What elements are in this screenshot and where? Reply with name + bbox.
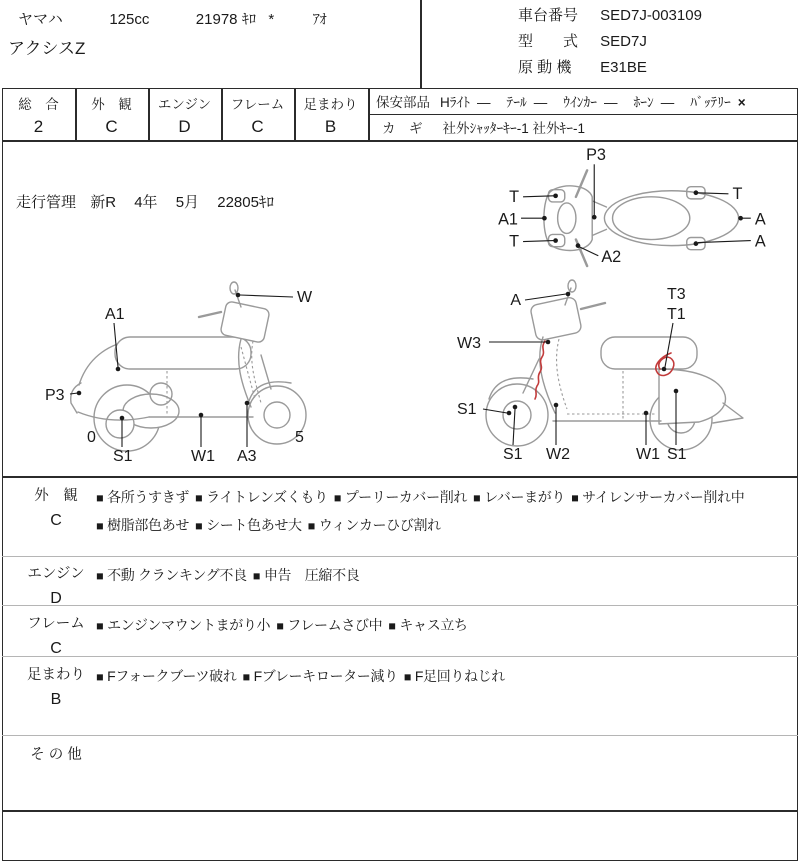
defect-item: ■ 各所うすきず: [96, 489, 190, 505]
label-s1-rear: S1: [113, 448, 133, 465]
label-w2: W2: [546, 446, 570, 463]
model-code-label: 型 式: [518, 33, 579, 50]
mileage-odometer: 22805ｷﾛ: [217, 194, 274, 211]
label-a: A: [510, 292, 521, 309]
safety-status-tail: —: [533, 95, 548, 110]
label-p3: P3: [586, 146, 606, 165]
safety-status-battery: ×: [737, 95, 746, 110]
safety-parts-box: [368, 88, 798, 140]
chassis-row: [518, 7, 702, 26]
grade-label-engine: エンジン: [157, 97, 212, 112]
defect-item: ■ プーリーカバー削れ: [333, 489, 468, 505]
defect-bullet: ■: [96, 619, 104, 633]
grade-cell-engine: [148, 88, 221, 140]
section-label-frame: フレーム C: [14, 612, 98, 658]
model-code-value: SED7J: [600, 33, 647, 50]
defect-item: ■ レバーまがり: [473, 489, 566, 505]
defect-item: ■ ウィンカーひび割れ: [307, 517, 441, 533]
defect-bullet: ■: [473, 491, 481, 505]
defect-bullet: ■: [96, 491, 104, 505]
safety-parts-row: [368, 88, 798, 114]
label-w1: W1: [636, 446, 660, 463]
maker-text: ヤマハ: [18, 11, 63, 28]
defect-item: ■ 不動 クランキング不良: [96, 567, 247, 583]
section-label-exterior: 外 観 C: [14, 484, 98, 530]
grade-cell-undercarriage: [294, 88, 367, 140]
divider: [2, 605, 798, 606]
safety-item-winker: ｳｲﾝｶｰ —: [563, 95, 618, 110]
grade-value-overall: 2: [33, 117, 44, 136]
grade-value-engine: D: [178, 117, 191, 136]
mileage-management-line: [16, 194, 288, 213]
key-label: カ ギ: [382, 121, 423, 136]
defect-bullet: ■: [388, 619, 396, 633]
scooter-right-outline: [486, 280, 743, 450]
color-text: ｱｵ: [312, 11, 327, 27]
top-view-labels: [498, 146, 766, 266]
divider: [2, 656, 798, 657]
defect-item: ■ Fブレーキローター減り: [242, 668, 398, 684]
grade-label-overall: 総 合: [18, 97, 59, 112]
grade-label-undercarriage: 足まわり: [303, 97, 358, 112]
label-w: W: [297, 289, 313, 306]
label-s1-rear: S1: [667, 446, 687, 463]
section-items-frame: [96, 612, 798, 640]
label-a1: A1: [498, 210, 518, 229]
divider: [2, 140, 798, 142]
label-t1: T1: [667, 306, 686, 323]
scooter-top-outline: [544, 170, 739, 266]
chassis-label: 車台番号: [518, 7, 579, 24]
divider: [2, 556, 798, 557]
label-zero: 0: [87, 429, 96, 446]
section-items-exterior: [96, 484, 798, 540]
grade-cell-exterior: [75, 88, 148, 140]
label-a3: A3: [237, 448, 257, 465]
safety-status-horn: —: [660, 95, 675, 110]
section-label-engine: エンジン D: [14, 562, 98, 608]
defect-item: ■ フレームさび中: [276, 617, 383, 633]
defect-bullet: ■: [252, 569, 261, 583]
section-label-other: そ の 他: [30, 747, 82, 763]
section-grade-frame: C: [50, 640, 62, 657]
safety-status-headlight: —: [477, 95, 491, 110]
grade-value-frame: C: [251, 117, 264, 136]
defect-item: ■ サイレンサーカバー削れ中: [571, 489, 745, 505]
grade-value-undercarriage: B: [324, 117, 337, 136]
mileage-text: 21978: [195, 11, 238, 28]
grade-label-frame: フレーム: [230, 97, 285, 112]
defect-item: ■ キャス立ち: [388, 617, 468, 633]
label-s1-front-wheel: S1: [457, 401, 477, 418]
header-vehicle-line: [18, 9, 327, 30]
grade-value-exterior: C: [105, 117, 118, 136]
section-items-undercarriage: [96, 663, 798, 691]
defect-bullet: ■: [195, 519, 203, 533]
mileage-month: 5月: [175, 194, 200, 211]
label-t-front-upper: T: [509, 187, 519, 206]
defect-bullet: ■: [242, 670, 251, 684]
defect-bullet: ■: [96, 519, 104, 533]
engine-value: E31BE: [600, 59, 647, 76]
defect-bullet: ■: [571, 491, 579, 505]
mileage-year: 4年: [134, 194, 158, 211]
safety-status-winker: —: [604, 95, 618, 110]
mileage-star: *: [268, 11, 275, 28]
label-w1: W1: [191, 448, 215, 465]
defect-bullet: ■: [96, 670, 104, 684]
key-value: 社外ｼｬｯﾀｰｷｰ-1 社外ｷｰ-1: [442, 121, 586, 136]
label-s1-front-lower: S1: [503, 446, 523, 463]
header-divider: [420, 0, 422, 88]
defect-item: ■ ライトレンズくもり: [195, 489, 328, 505]
key-row: [368, 114, 798, 140]
defect-item: ■ 樹脂部色あせ: [96, 517, 190, 533]
defect-bullet: ■: [403, 670, 412, 684]
defect-item: ■ F足回りねじれ: [403, 668, 505, 684]
mileage-management-label: 走行管理: [16, 194, 77, 211]
safety-item-battery: ﾊﾞｯﾃﾘｰ ×: [690, 95, 746, 110]
label-t-front-lower: T: [509, 232, 519, 251]
left-view-diagram: [45, 281, 325, 466]
label-a-rear-mid: A: [754, 210, 766, 229]
label-w3: W3: [457, 335, 481, 352]
mileage-unit: ｷﾛ: [241, 11, 256, 27]
divider: [2, 476, 798, 478]
bottom-strip: [2, 812, 798, 861]
grade-cell-frame: [221, 88, 294, 140]
defect-bullet: ■: [307, 519, 316, 533]
defect-bullet: ■: [96, 569, 104, 583]
label-five: 5: [295, 429, 304, 446]
defect-item: ■ シート色あせ大: [195, 517, 302, 533]
model-code-row: [518, 33, 647, 52]
chassis-value: SED7J-003109: [600, 7, 702, 24]
section-grade-exterior: C: [50, 512, 62, 529]
top-view-diagram: [488, 146, 794, 268]
section-grade-engine: D: [50, 590, 62, 607]
defect-item: ■ 申告 圧縮不良: [252, 567, 360, 583]
grade-cell-overall: [2, 88, 75, 140]
defect-bullet: ■: [195, 491, 203, 505]
defect-bullet: ■: [333, 491, 342, 505]
safety-item-horn: ﾎｰﾝ —: [633, 95, 675, 110]
label-p3: P3: [45, 387, 65, 404]
divider: [2, 735, 798, 736]
engine-label: 原 動 機: [518, 59, 572, 76]
safety-item-headlight: Hﾗｲﾄ —: [440, 95, 491, 110]
model-name: アクシスZ: [8, 39, 86, 58]
defect-item: ■ Fフォークブーツ破れ: [96, 668, 237, 684]
defect-bullet: ■: [276, 619, 284, 633]
label-a2: A2: [601, 247, 622, 266]
mileage-era: 新R: [90, 194, 117, 211]
left-view-labels: [45, 289, 313, 465]
safety-item-tail: ﾃｰﾙ —: [506, 95, 548, 110]
safety-parts-label: 保安部品: [376, 95, 430, 110]
section-grade-undercarriage: B: [50, 691, 62, 708]
label-t3: T3: [667, 286, 686, 303]
grade-label-exterior: 外 観: [91, 97, 132, 112]
section-items-engine: [96, 562, 798, 590]
label-t-rear-upper: T: [732, 184, 743, 203]
label-a1: A1: [105, 306, 125, 323]
section-label-undercarriage: 足まわり B: [14, 663, 98, 709]
right-view-diagram: [455, 280, 755, 462]
label-a-rear-lower: A: [754, 232, 766, 251]
defect-item: ■ エンジンマウントまがり小: [96, 617, 271, 633]
engine-code-row: [518, 59, 647, 78]
displacement-text: 125cc: [109, 11, 150, 28]
